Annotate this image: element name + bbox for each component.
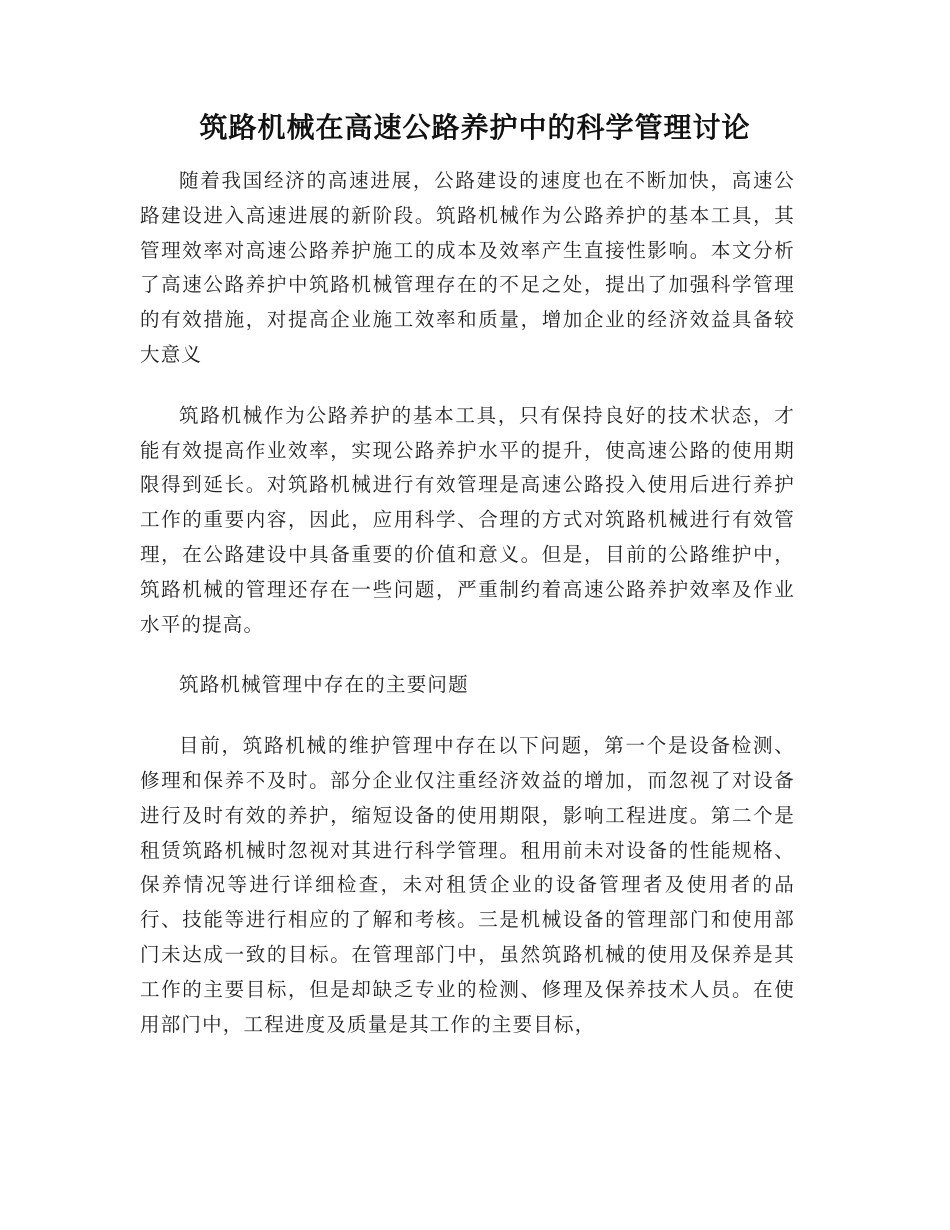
paragraph-problems: 目前，筑路机械的维护管理中存在以下问题，第一个是设备检测、修理和保养不及时。部分企业仅注重经济效益的增加，而忽视了对设备进行及时有效的养护，缩短设备的使用期限，影响工程进度。第二个是租赁筑路机械时忽视对其进行科学管理。租用前未对设备的性能规格、保养情况等进行详细检查，未对租赁企业的设备管理者及使用者的品行、技能等进行相应的了解和考核。三是机械设备的管理部门和使用部门未达成一致的目标。在管理部门中，虽然筑路机械的使用及保养是其工作的主要目标，但是却缺乏专业的检测、修理及保养技术人员。在使用部门中，工程进度及质量是其工作的主要目标，: [140, 734, 795, 1036]
paragraph-intro: 随着我国经济的高速进展，公路建设的速度也在不断加快，高速公路建设进入高速进展的新阶段。筑路机械作为公路养护的基本工具，其管理效率对高速公路养护施工的成本及效率产生直接性影响。本文分析了高速公路养护中筑路机械管理存在的不足之处，提出了加强科学管理的有效措施，对提高企业施工效率和质量，增加企业的经济效益具备较大意义: [140, 169, 795, 366]
document-title: 筑路机械在高速公路养护中的科学管理讨论: [199, 111, 751, 144]
document-body: [140, 164, 795, 1042]
section-heading-main-problems: 筑路机械管理中存在的主要问题: [179, 673, 469, 697]
paragraph-background: 筑路机械作为公路养护的基本工具，只有保持良好的技术状态，才能有效提高作业效率，实现公路养护水平的提升，使高速公路的使用期限得到延长。对筑路机械进行有效管理是高速公路投入使用后进行养护工作的重要内容，因此，应用科学、合理的方式对筑路机械进行有效管理，在公路建设中具备重要的价值和意义。但是，目前的公路维护中，筑路机械的管理还存在一些问题，严重制约着高速公路养护效率及作业水平的提高。: [140, 403, 795, 636]
